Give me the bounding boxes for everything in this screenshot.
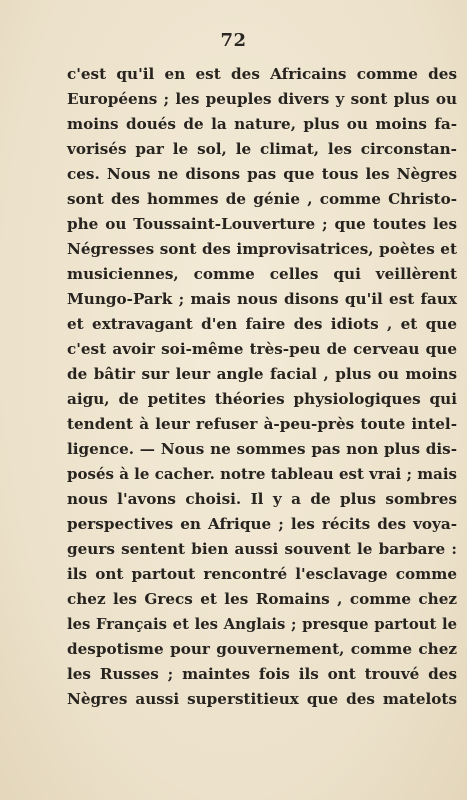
text-line: despotisme pour gouvernement, comme chez [67, 640, 457, 658]
text-line: ils ont partout rencontré l'esclavage comme [67, 565, 457, 583]
text-line: moins doués de la nature, plus ou moins fa- [67, 115, 457, 133]
body-text [67, 62, 457, 712]
text-line: les Français et les Anglais ; presque partout le [67, 616, 457, 633]
text-line: Mungo-Park ; mais nous disons qu'il est faux [67, 290, 457, 308]
text-line: musiciennes, comme celles qui veillèrent [67, 265, 457, 283]
text-line: c'est avoir soi-même très-peu de cerveau que [67, 340, 457, 358]
text-line: tendent à leur refuser à-peu-près toute intel- [67, 415, 457, 433]
text-line: phe ou Toussaint-Louverture ; que toutes les [67, 215, 457, 233]
text-line: Nègres aussi superstitieux que des matelots [67, 690, 457, 708]
text-line: nous l'avons choisi. Il y a de plus sombres [67, 490, 457, 508]
text-line: posés à le cacher. notre tableau est vrai ; mais [67, 465, 457, 483]
text-line: Négresses sont des improvisatrices, poètes et [67, 240, 457, 258]
text-line: les Russes ; maintes fois ils ont trouvé des [67, 665, 457, 683]
text-line: ligence. — Nous ne sommes pas non plus dis- [67, 440, 457, 458]
text-line: chez les Grecs et les Romains , comme chez [67, 590, 457, 608]
text-line: sont des hommes de génie , comme Christo- [67, 190, 457, 208]
page-number: 72 [220, 30, 247, 51]
text-line: de bâtir sur leur angle facial , plus ou moins [67, 365, 457, 383]
text-line: geurs sentent bien aussi souvent le barbare : [67, 540, 457, 558]
text-line: c'est qu'il en est des Africains comme des [67, 65, 457, 83]
text-line: Européens ; les peuples divers y sont plus ou [67, 90, 457, 108]
text-line: vorisés par le sol, le climat, les circonstan- [67, 140, 457, 158]
text-line: aigu, de petites théories physiologiques qui [67, 390, 457, 408]
text-line: ces. Nous ne disons pas que tous les Nègres [67, 165, 457, 183]
text-line: et extravagant d'en faire des idiots , et que [67, 315, 457, 333]
text-line: perspectives en Afrique ; les récits des voya- [67, 515, 457, 533]
